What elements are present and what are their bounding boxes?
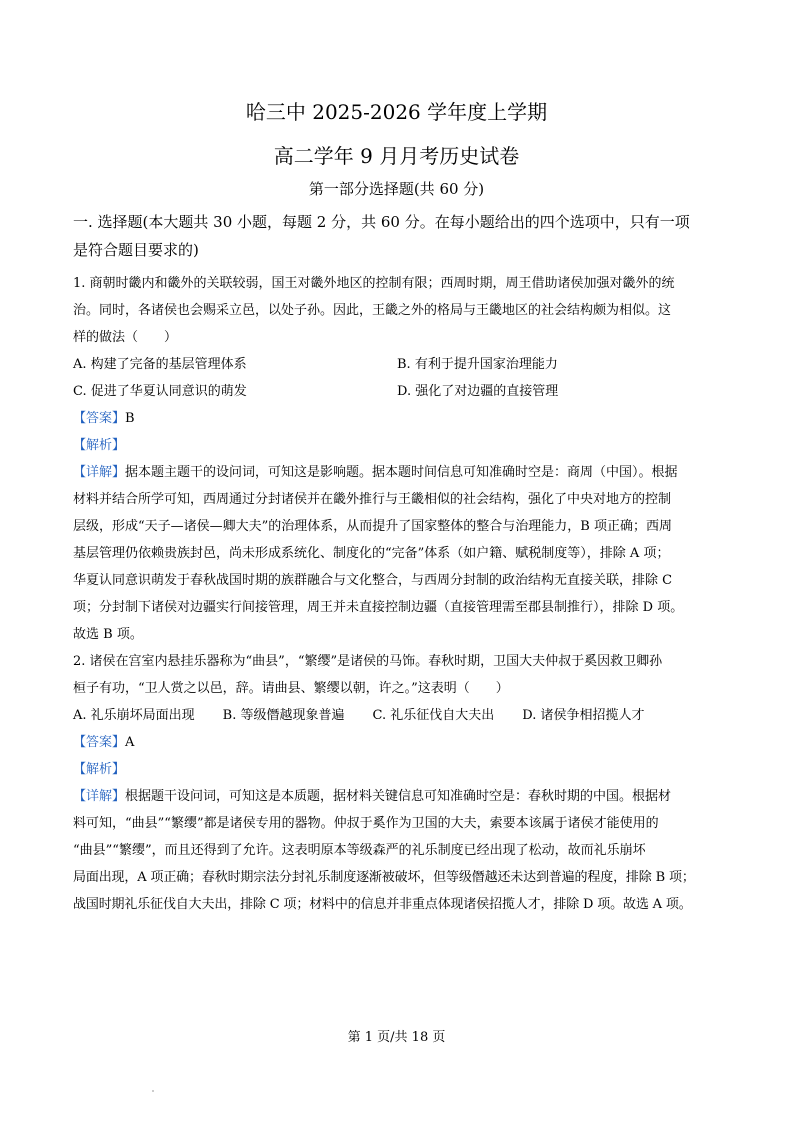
section-line-1: 一. 选择题(本大题共 30 小题，每题 2 分，共 60 分。在每小题给出的四个选项中，只有一项 bbox=[73, 213, 690, 231]
part-heading: 第一部分选择题(共 60 分) bbox=[308, 180, 485, 198]
q1-options-row-1 bbox=[73, 351, 723, 378]
q2-detail-line: 战国时期礼乐征伐自大夫出，排除 C 项；材料中的信息并非重点体现诸侯招揽人才，排除 D 项。故选 A 项。 bbox=[73, 897, 692, 912]
section-line-2: 是符合题目要求的) bbox=[73, 241, 199, 259]
q2-option-a: A. 礼乐崩坏局面出现 bbox=[73, 708, 195, 723]
page-footer: 第 1 页/共 18 页 bbox=[347, 1030, 446, 1045]
q2-answer bbox=[73, 729, 723, 756]
q1-detail-line: 材料并结合所学可知，西周通过分封诸侯并在畿外推行与王畿相似的社会结构，强化了中央对地方的控制 bbox=[73, 492, 672, 507]
section-instructions bbox=[73, 208, 723, 264]
q2-option-d: D. 诸侯争相招揽人才 bbox=[522, 708, 645, 723]
q2-option-c: C. 礼乐征伐自大夫出 bbox=[372, 708, 495, 723]
q2-detail-line: 料可知，“曲县”“繁缨”都是诸侯专用的器物。仲叔于奚作为卫国的大夫，索要本该属于诸侯才能使用的 bbox=[73, 816, 659, 831]
q1-stem-line: 治。同时，各诸侯也会赐采立邑，以处子孙。因此，王畿之外的格局与王畿地区的社会结构颇为相似。这 bbox=[73, 303, 672, 318]
q2-detail-line: 【详解】根据题干设问词，可知这是本质题，据材料关键信息可知准确时空是：春秋时期的中国。根据材 bbox=[73, 789, 672, 804]
analysis-label: 【解析】 bbox=[73, 438, 126, 453]
q1-detail-line: 【详解】据本题主题干的设问词，可知这是影响题。据本题时间信息可知准确时空是：商周（中国）。根据 bbox=[73, 465, 678, 480]
q1-detail-line: 华夏认同意识萌发于春秋战国时期的族群融合与文化整合，与西周分封制的政治结构无直接关联，排除 C bbox=[73, 573, 673, 588]
q2-detail-line: 局面出现，A 项正确；春秋时期宗法分封礼乐制度逐渐被破坏，但等级僭越还未达到普遍的程度，排除 B 项； bbox=[73, 870, 695, 885]
q1-detail-line: 基层管理仍依赖贵族封邑，尚未形成系统化、制度化的“完备”体系（如户籍、赋税制度等），排除 A 项； bbox=[73, 546, 670, 561]
q2-options-row bbox=[73, 702, 723, 729]
q2-detail-line: “曲县”“繁缨”，而且还得到了允许。这表明原本等级森严的礼乐制度已经出现了松动，故而礼乐崩坏 bbox=[73, 843, 646, 858]
answer-label: 【答案】 bbox=[73, 411, 126, 426]
q2-stem-line: 2. 诸侯在宫室内悬挂乐器称为“曲县”，“繁缨”是诸侯的马饰。春秋时期，卫国大夫仲叔于奚因救卫卿孙 bbox=[73, 654, 663, 669]
q1-detail-line: 项；分封制下诸侯对边疆实行间接管理，周王并未直接控制边疆（直接管理需至郡县制推行），排除 D 项。 bbox=[73, 600, 684, 615]
answer-label: 【答案】 bbox=[73, 735, 126, 750]
analysis-label: 【解析】 bbox=[73, 762, 126, 777]
q1-analysis bbox=[73, 432, 723, 459]
q1-stem-line: 样的做法（ ） bbox=[73, 330, 178, 345]
question-content bbox=[73, 270, 723, 918]
exam-title-line2: 高二学年 9 月月考历史试卷 bbox=[273, 144, 520, 168]
scan-dot bbox=[152, 1090, 154, 1092]
detail-label: 【详解】 bbox=[73, 789, 126, 804]
q1-option-c: C. 促进了华夏认同意识的萌发 bbox=[73, 384, 247, 399]
q1-stem-line: 1. 商朝时畿内和畿外的关联较弱，国王对畿外地区的控制有限；西周时期，周王借助诸侯加强对畿外的统 bbox=[73, 276, 675, 291]
detail-label: 【详解】 bbox=[73, 465, 126, 480]
q1-option-b: B. 有利于提升国家治理能力 bbox=[397, 357, 558, 372]
q1-answer-value: B bbox=[125, 411, 135, 426]
q1-answer bbox=[73, 405, 723, 432]
q1-detail-line: 故选 B 项。 bbox=[73, 627, 143, 642]
q1-option-d: D. 强化了对边疆的直接管理 bbox=[397, 384, 559, 399]
q2-stem-line: 桓子有功，“卫人赏之以邑，辞。请曲县、繁缨以朝，许之。”这表明（ ） bbox=[73, 681, 509, 696]
q2-option-b: B. 等级僭越现象普遍 bbox=[222, 708, 345, 723]
q1-option-a: A. 构建了完备的基层管理体系 bbox=[73, 357, 247, 372]
q1-detail-line: 层级，形成“天子—诸侯—卿大夫”的治理体系，从而提升了国家整体的整合与治理能力，B 项正确；西周 bbox=[73, 519, 672, 534]
exam-title-line1: 哈三中 2025-2026 学年度上学期 bbox=[245, 100, 548, 124]
q1-options-row-2 bbox=[73, 378, 723, 405]
q2-analysis bbox=[73, 756, 723, 783]
q2-answer-value: A bbox=[125, 735, 135, 750]
